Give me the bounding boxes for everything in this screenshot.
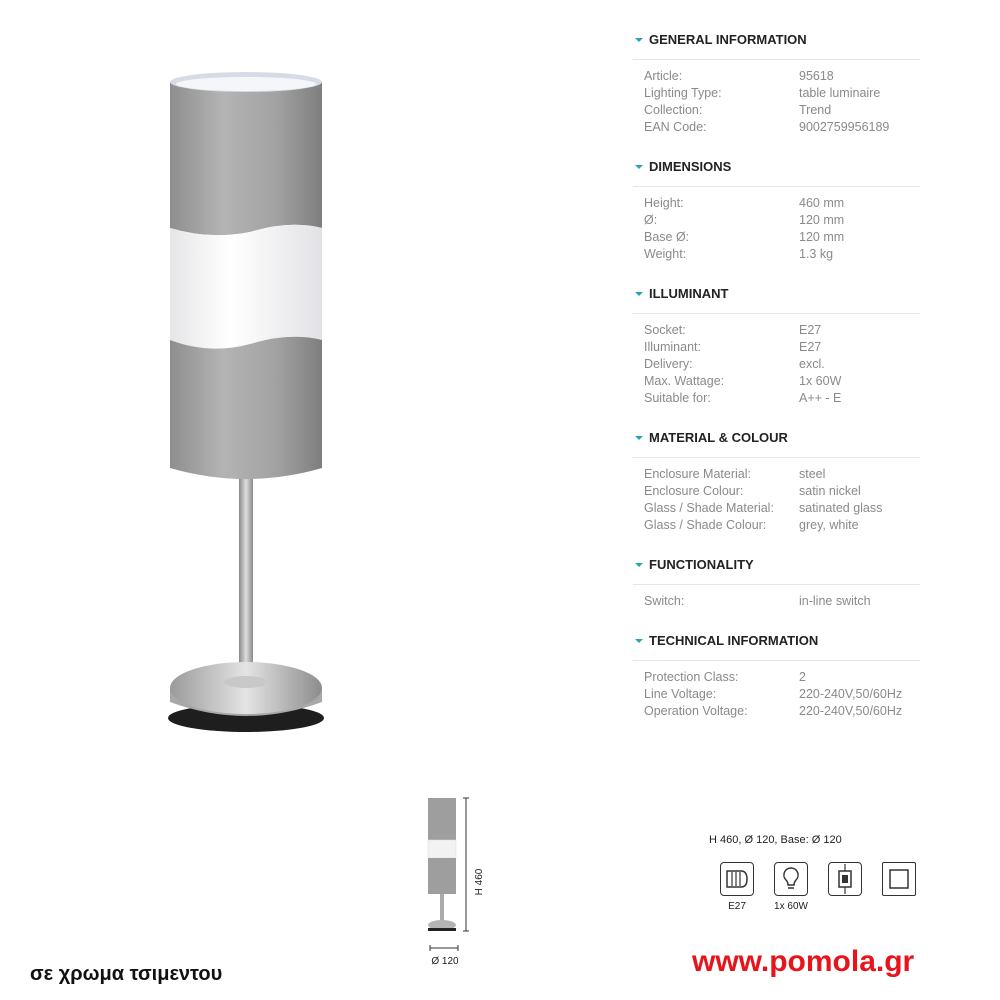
caret-down-icon xyxy=(635,165,643,169)
spec-key: Ø: xyxy=(644,213,658,227)
spec-key: Base Ø: xyxy=(644,230,690,244)
section-header[interactable] xyxy=(633,32,920,60)
section-header[interactable] xyxy=(633,286,920,314)
spec-value: satinated glass xyxy=(799,501,883,515)
spec-row xyxy=(644,230,920,247)
spec-value: 95618 xyxy=(799,69,834,83)
spec-key: Height: xyxy=(644,196,684,210)
spec-key: Line Voltage: xyxy=(644,687,717,701)
spec-row xyxy=(644,484,920,501)
spec-key: Enclosure Material: xyxy=(644,467,751,481)
spec-key: Delivery: xyxy=(644,357,693,371)
spec-key: Illuminant: xyxy=(644,340,701,354)
spec-key: Collection: xyxy=(644,103,703,117)
spec-key: Lighting Type: xyxy=(644,86,722,100)
spec-value: E27 xyxy=(799,323,822,337)
lamp-product-image xyxy=(160,70,340,740)
color-caption: σε χρωμα τσιμεντου xyxy=(30,963,223,985)
spec-key: Operation Voltage: xyxy=(644,704,748,718)
section-title: FUNCTIONALITY xyxy=(649,557,754,572)
section-header[interactable] xyxy=(633,633,920,661)
spec-row xyxy=(644,340,920,357)
spec-value: 2 xyxy=(799,670,806,684)
spec-section xyxy=(633,32,920,137)
spec-key: Glass / Shade Colour: xyxy=(644,518,767,532)
spec-row xyxy=(644,86,920,103)
section-title: TECHNICAL INFORMATION xyxy=(649,633,819,648)
spec-row xyxy=(644,704,920,721)
spec-value: 120 mm xyxy=(799,213,845,227)
caret-down-icon xyxy=(635,436,643,440)
spec-row xyxy=(644,467,920,484)
section-title: MATERIAL & COLOUR xyxy=(649,430,788,445)
spec-row xyxy=(644,120,920,137)
spec-value: 220-240V,50/60Hz xyxy=(799,704,903,718)
spec-row xyxy=(644,247,920,264)
spec-value: 1.3 kg xyxy=(799,247,834,261)
spec-value: 460 mm xyxy=(799,196,845,210)
spec-key: Protection Class: xyxy=(644,670,739,684)
spec-key: Weight: xyxy=(644,247,687,261)
bulb-icon xyxy=(774,862,808,896)
spec-row xyxy=(644,357,920,374)
spec-value: A++ - E xyxy=(799,391,842,405)
spec-row xyxy=(644,687,920,704)
diameter-dimension-label: Ø 120 xyxy=(431,956,459,967)
height-dimension-label: H 460 xyxy=(474,868,485,896)
spec-row xyxy=(644,594,920,611)
socket-label: E27 xyxy=(728,901,746,912)
spec-section xyxy=(633,286,920,408)
spec-section xyxy=(633,159,920,264)
section-header[interactable] xyxy=(633,159,920,187)
spec-key: Article: xyxy=(644,69,683,83)
spec-value: grey, white xyxy=(799,518,859,532)
spec-section xyxy=(633,430,920,535)
spec-value: steel xyxy=(799,467,826,481)
spec-key: EAN Code: xyxy=(644,120,707,134)
spec-value: in-line switch xyxy=(799,594,871,608)
dimension-drawing xyxy=(418,790,498,975)
spec-row xyxy=(644,213,920,230)
wattage-label: 1x 60W xyxy=(774,901,808,912)
section-header[interactable] xyxy=(633,430,920,458)
spec-section xyxy=(633,557,920,611)
section-header[interactable] xyxy=(633,557,920,585)
section-title: DIMENSIONS xyxy=(649,159,732,174)
spec-key: Max. Wattage: xyxy=(644,374,725,388)
spec-value: Trend xyxy=(799,103,832,117)
spec-value: table luminaire xyxy=(799,86,881,100)
website-url[interactable]: www.pomola.gr xyxy=(692,945,915,978)
dimensions-caption: H 460, Ø 120, Base: Ø 120 xyxy=(709,834,842,846)
spec-value: E27 xyxy=(799,340,822,354)
spec-value: 120 mm xyxy=(799,230,845,244)
caret-down-icon xyxy=(635,563,643,567)
inline-switch-icon xyxy=(828,862,862,896)
spec-value: 9002759956189 xyxy=(799,120,890,134)
spec-key: Switch: xyxy=(644,594,685,608)
spec-row xyxy=(644,518,920,535)
spec-value: 220-240V,50/60Hz xyxy=(799,687,903,701)
spec-row xyxy=(644,501,920,518)
spec-value: satin nickel xyxy=(799,484,861,498)
spec-key: Suitable for: xyxy=(644,391,711,405)
e27-socket-icon xyxy=(720,862,754,896)
caret-down-icon xyxy=(635,38,643,42)
spec-row xyxy=(644,103,920,120)
spec-row xyxy=(644,374,920,391)
spec-key: Glass / Shade Material: xyxy=(644,501,774,515)
caret-down-icon xyxy=(635,292,643,296)
section-title: GENERAL INFORMATION xyxy=(649,32,807,47)
section-title: ILLUMINANT xyxy=(649,286,729,301)
spec-row xyxy=(644,69,920,86)
spec-section xyxy=(633,633,920,721)
spec-sheet xyxy=(633,32,920,743)
spec-value: excl. xyxy=(799,357,825,371)
spec-key: Socket: xyxy=(644,323,686,337)
spec-row xyxy=(644,196,920,213)
spec-key: Enclosure Colour: xyxy=(644,484,744,498)
spec-value: 1x 60W xyxy=(799,374,842,388)
caret-down-icon xyxy=(635,639,643,643)
spec-row xyxy=(644,670,920,687)
spec-row xyxy=(644,323,920,340)
protection-class-2-icon xyxy=(882,862,916,896)
spec-row xyxy=(644,391,920,408)
